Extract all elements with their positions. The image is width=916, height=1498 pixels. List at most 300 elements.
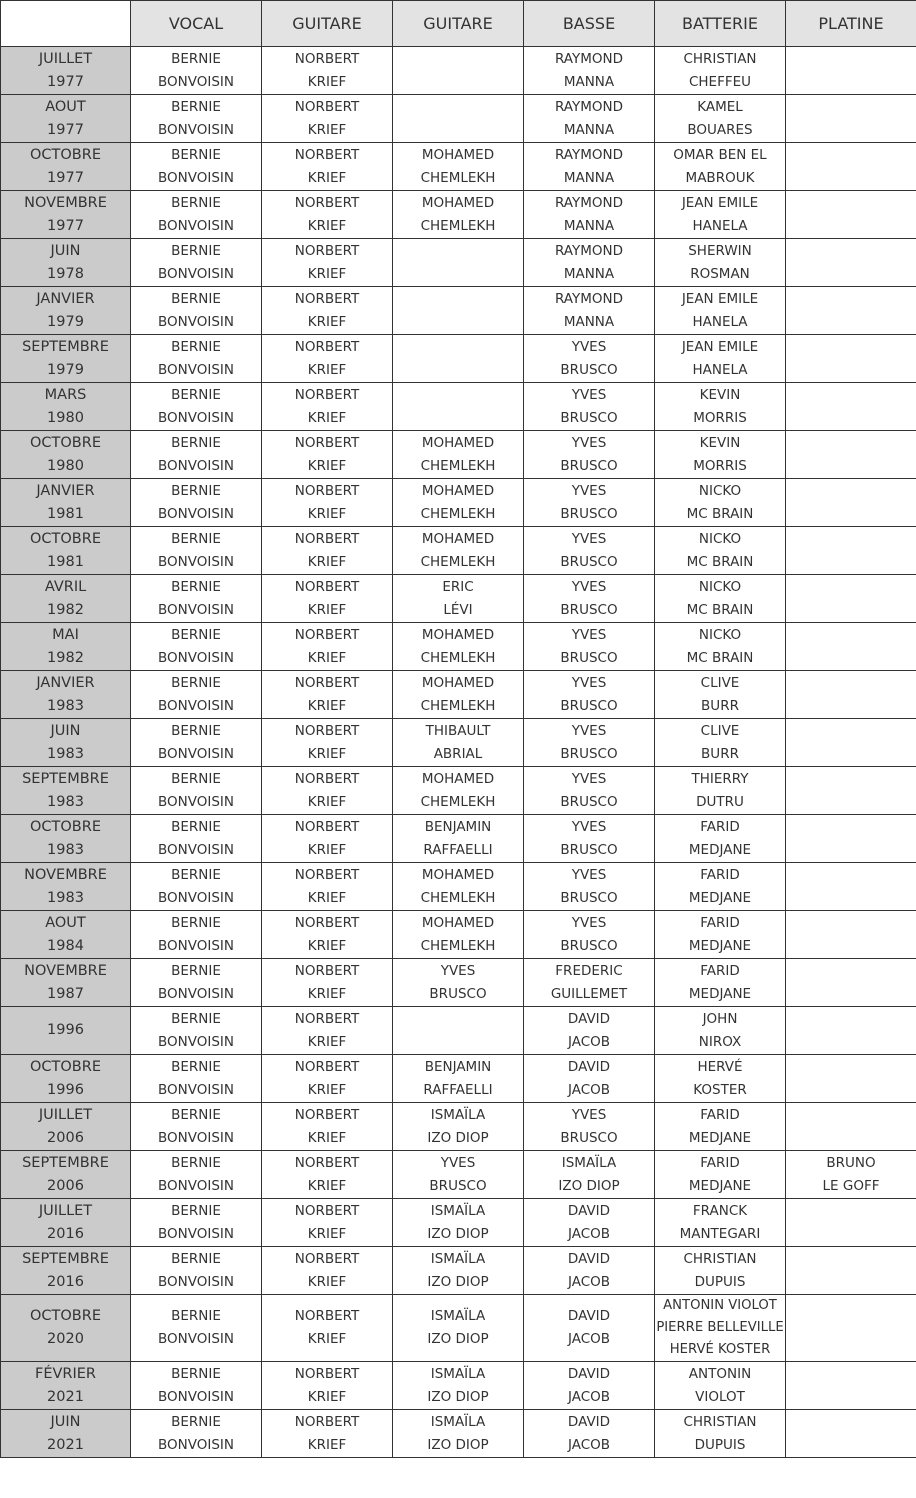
date-line: 1981 (47, 505, 84, 522)
member-name-line: BONVOISIN (157, 1081, 234, 1098)
member-name-line: KRIEF (307, 601, 347, 618)
guitare-2-cell (393, 335, 524, 383)
member-name-line: YVES (571, 338, 607, 355)
guitare-2-cell (393, 959, 524, 1007)
member-name-line: RAFFAELLI (423, 1081, 493, 1098)
date-line: AVRIL (44, 578, 87, 595)
member-name-line: FARID (700, 914, 740, 931)
date-line: 1983 (47, 793, 84, 810)
batterie-cell (655, 383, 786, 431)
table-row (1, 1247, 916, 1295)
basse-cell (524, 1199, 655, 1247)
member-name-line: ISMAÏLA (561, 1154, 617, 1171)
table-row (1, 1007, 916, 1055)
basse-cell (524, 1247, 655, 1295)
member-name-line: MABROUK (685, 169, 755, 186)
date-line: 1980 (47, 457, 84, 474)
date-line: 2021 (47, 1388, 84, 1405)
guitare-1-cell (262, 1007, 393, 1055)
member-name-line: KRIEF (307, 409, 347, 426)
member-name-line: CHEMLEKH (420, 697, 496, 714)
batterie-cell (655, 335, 786, 383)
member-name-line: MANNA (563, 217, 615, 234)
member-name-line: KRIEF (307, 649, 347, 666)
member-name-line: BONVOISIN (157, 1225, 234, 1242)
batterie-cell (655, 1410, 786, 1458)
member-name-line: MOHAMED (421, 914, 495, 931)
member-name-line: KEVIN (699, 386, 741, 403)
member-name-line: KRIEF (307, 793, 347, 810)
basse-cell (524, 383, 655, 431)
batterie-cell (655, 767, 786, 815)
guitare-2-cell (393, 911, 524, 959)
member-name-line: YVES (571, 386, 607, 403)
date-line: 2021 (47, 1436, 84, 1453)
batterie-cell (655, 911, 786, 959)
date-line: JANVIER (36, 674, 95, 691)
member-name-line: ROSMAN (690, 265, 750, 282)
member-name-line: BONVOISIN (157, 649, 234, 666)
member-name-line: IZO DIOP (558, 1177, 620, 1194)
guitare-2-cell (393, 1007, 524, 1055)
basse-cell (524, 575, 655, 623)
guitare-2-cell (393, 191, 524, 239)
member-name-line: BONVOISIN (157, 1177, 234, 1194)
member-name-line: KRIEF (307, 169, 347, 186)
guitare-2-cell (393, 143, 524, 191)
member-name-line: BONVOISIN (157, 169, 234, 186)
member-name-line: FARID (700, 962, 740, 979)
member-name-line: BERNIE (171, 1413, 221, 1430)
member-name-line: BERNIE (171, 146, 221, 163)
platine-cell (786, 1362, 916, 1410)
date-line: JUIN (50, 722, 81, 739)
member-name-line: DAVID (567, 1202, 611, 1219)
member-name-line: NORBERT (294, 1058, 360, 1075)
table-row (1, 575, 916, 623)
date-cell (1, 1362, 131, 1410)
member-name-line: BERNIE (171, 1308, 221, 1324)
member-name-line: DUPUIS (694, 1436, 746, 1453)
member-name-line: KRIEF (307, 841, 347, 858)
table-row (1, 479, 916, 527)
member-name-line: KRIEF (307, 1388, 347, 1405)
member-name-line: OMAR BEN EL (673, 146, 767, 163)
vocal-cell (131, 1295, 262, 1362)
member-name-line: NORBERT (294, 1308, 360, 1324)
table-row (1, 863, 916, 911)
member-name-line: ANTONIN (688, 1365, 752, 1382)
date-line: 1982 (47, 601, 84, 618)
member-name-line: JACOB (567, 1388, 611, 1405)
member-name-line: CHEMLEKH (420, 793, 496, 810)
date-line: NOVEMBRE (24, 866, 107, 883)
member-name-line: BONVOISIN (157, 1033, 234, 1050)
member-name-line: BONVOISIN (157, 1273, 234, 1290)
guitare-2-cell (393, 1103, 524, 1151)
member-name-line: KAMEL (697, 98, 743, 115)
batterie-cell (655, 1055, 786, 1103)
member-name-line: NORBERT (294, 818, 360, 835)
platine-cell (786, 623, 916, 671)
date-line: MARS (44, 386, 87, 403)
vocal-cell (131, 863, 262, 911)
member-name-line: DUTRU (696, 793, 744, 810)
member-name-line: KRIEF (307, 1081, 347, 1098)
date-line: NOVEMBRE (24, 962, 107, 979)
member-name-line: RAYMOND (554, 194, 624, 211)
date-cell (1, 959, 131, 1007)
guitare-2-cell (393, 863, 524, 911)
member-name-line: BONVOISIN (157, 601, 234, 618)
vocal-cell (131, 1362, 262, 1410)
date-line: SEPTEMBRE (22, 770, 109, 787)
table-row (1, 911, 916, 959)
basse-cell (524, 1007, 655, 1055)
basse-cell (524, 815, 655, 863)
member-name-line: DAVID (567, 1010, 611, 1027)
basse-cell (524, 671, 655, 719)
date-line: OCTOBRE (30, 1058, 101, 1075)
member-name-line: BERNIE (171, 1250, 221, 1267)
guitare-1-cell (262, 1362, 393, 1410)
member-name-line: KRIEF (307, 361, 347, 378)
member-name-line: NORBERT (294, 626, 360, 643)
member-name-line: KRIEF (307, 265, 347, 282)
member-name-line: KOSTER (693, 1081, 747, 1098)
date-cell (1, 191, 131, 239)
vocal-cell (131, 1055, 262, 1103)
member-name-line: DAVID (567, 1308, 611, 1324)
member-name-line: NORBERT (294, 578, 360, 595)
vocal-cell (131, 959, 262, 1007)
basse-cell (524, 959, 655, 1007)
member-name-line: JACOB (567, 1225, 611, 1242)
member-name-line: DAVID (567, 1058, 611, 1075)
lineup-body (1, 47, 916, 1458)
guitare-2-cell (393, 719, 524, 767)
date-line: 1977 (47, 73, 84, 90)
batterie-cell (655, 623, 786, 671)
member-name-line: KRIEF (307, 457, 347, 474)
member-name-line: ISMAÏLA (430, 1250, 486, 1267)
member-name-line: NORBERT (294, 1250, 360, 1267)
vocal-cell (131, 1410, 262, 1458)
basse-cell (524, 479, 655, 527)
member-name-line: KRIEF (307, 217, 347, 234)
date-line: 1977 (47, 217, 84, 234)
guitare-1-cell (262, 1055, 393, 1103)
batterie-cell (655, 431, 786, 479)
member-name-line: SHERWIN (688, 242, 752, 259)
vocal-cell (131, 671, 262, 719)
batterie-cell (655, 1199, 786, 1247)
member-name-line: NORBERT (294, 962, 360, 979)
header-platine: PLATINE (786, 1, 916, 47)
member-name-line: BRUSCO (560, 553, 618, 570)
vocal-cell (131, 143, 262, 191)
member-name-line: BERNIE (171, 242, 221, 259)
guitare-1-cell (262, 623, 393, 671)
date-line: SEPTEMBRE (22, 1154, 109, 1171)
member-name-line: RAYMOND (554, 242, 624, 259)
member-name-line: BERNIE (171, 962, 221, 979)
basse-cell (524, 143, 655, 191)
member-name-line: BRUSCO (560, 745, 618, 762)
table-row (1, 1151, 916, 1199)
table-row (1, 335, 916, 383)
member-name-line: NORBERT (294, 194, 360, 211)
member-name-line: BERNIE (171, 194, 221, 211)
member-name-line: RAFFAELLI (423, 841, 493, 858)
member-name-line: NICKO (698, 578, 742, 595)
date-line: 1983 (47, 889, 84, 906)
member-name-line: BONVOISIN (157, 217, 234, 234)
date-cell (1, 479, 131, 527)
date-line: 1978 (47, 265, 84, 282)
member-name-line: NORBERT (294, 722, 360, 739)
member-name-line: BRUSCO (560, 937, 618, 954)
member-name-line: MOHAMED (421, 194, 495, 211)
date-line: 1987 (47, 985, 84, 1002)
batterie-cell (655, 959, 786, 1007)
member-name-line: NICKO (698, 626, 742, 643)
date-line: 1996 (47, 1081, 84, 1098)
table-row (1, 1295, 916, 1362)
date-line: OCTOBRE (30, 146, 101, 163)
basse-cell (524, 335, 655, 383)
date-cell (1, 671, 131, 719)
member-name-line: BONVOISIN (157, 361, 234, 378)
member-name-line: YVES (571, 434, 607, 451)
member-name-line: BERNIE (171, 50, 221, 67)
member-name-line: GUILLEMET (550, 985, 628, 1002)
guitare-1-cell (262, 383, 393, 431)
date-line: MAI (52, 626, 79, 643)
member-name-line: BERNIE (171, 674, 221, 691)
member-name-line: BRUSCO (560, 649, 618, 666)
date-line: JUIN (50, 1413, 81, 1430)
member-name-line: MANTEGARI (679, 1225, 761, 1242)
platine-cell (786, 1103, 916, 1151)
member-name-line: CLIVE (700, 674, 740, 691)
date-cell (1, 287, 131, 335)
platine-cell (786, 767, 916, 815)
platine-cell (786, 1295, 916, 1362)
platine-cell (786, 287, 916, 335)
member-name-line: BONVOISIN (157, 1129, 234, 1146)
member-name-line: BERNIE (171, 722, 221, 739)
date-cell (1, 1295, 131, 1362)
member-name-line: FARID (700, 1106, 740, 1123)
member-name-line: NORBERT (294, 1010, 360, 1027)
date-line: JUILLET (38, 50, 93, 67)
vocal-cell (131, 767, 262, 815)
date-line: OCTOBRE (30, 1308, 101, 1324)
member-name-line: THIERRY (691, 770, 749, 787)
platine-cell (786, 143, 916, 191)
basse-cell (524, 527, 655, 575)
date-cell (1, 95, 131, 143)
date-line: 1983 (47, 841, 84, 858)
table-row (1, 143, 916, 191)
member-name-line: RAYMOND (554, 50, 624, 67)
member-name-line: CHEMLEKH (420, 457, 496, 474)
member-name-line: BRUSCO (560, 409, 618, 426)
member-name-line: NORBERT (294, 434, 360, 451)
table-row (1, 527, 916, 575)
member-name-line: JEAN EMILE (681, 290, 759, 307)
member-name-line: DAVID (567, 1250, 611, 1267)
batterie-cell (655, 95, 786, 143)
vocal-cell (131, 191, 262, 239)
member-name-line: YVES (440, 1154, 476, 1171)
platine-cell (786, 191, 916, 239)
date-cell (1, 47, 131, 95)
date-line: 1983 (47, 697, 84, 714)
guitare-2-cell (393, 383, 524, 431)
basse-cell (524, 1410, 655, 1458)
guitare-1-cell (262, 1247, 393, 1295)
member-name-line: CHEFFEU (688, 73, 752, 90)
member-name-line: BERNIE (171, 1202, 221, 1219)
vocal-cell (131, 575, 262, 623)
member-name-line: NORBERT (294, 290, 360, 307)
date-cell (1, 431, 131, 479)
member-name-line: BERNIE (171, 482, 221, 499)
date-line: OCTOBRE (30, 434, 101, 451)
guitare-1-cell (262, 1151, 393, 1199)
guitare-2-cell (393, 1295, 524, 1362)
member-name-line: NORBERT (294, 1106, 360, 1123)
date-cell (1, 911, 131, 959)
member-name-line: CHEMLEKH (420, 649, 496, 666)
table-row (1, 95, 916, 143)
header-vocal: VOCAL (131, 1, 262, 47)
guitare-2-cell (393, 287, 524, 335)
table-row (1, 239, 916, 287)
table-row (1, 719, 916, 767)
vocal-cell (131, 287, 262, 335)
date-line: JANVIER (36, 290, 95, 307)
member-name-line: ABRIAL (433, 745, 483, 762)
date-cell (1, 239, 131, 287)
date-line: 1982 (47, 649, 84, 666)
member-name-line: BONVOISIN (157, 73, 234, 90)
member-name-line: JACOB (567, 1273, 611, 1290)
member-name-line: BENJAMIN (424, 1058, 492, 1075)
header-guitare-1: GUITARE (262, 1, 393, 47)
date-line: JUILLET (38, 1106, 93, 1123)
vocal-cell (131, 47, 262, 95)
vocal-cell (131, 479, 262, 527)
member-name-line: PIERRE BELLEVILLE (656, 1320, 784, 1335)
batterie-cell (655, 1247, 786, 1295)
batterie-cell (655, 719, 786, 767)
member-name-line: BERNIE (171, 578, 221, 595)
member-name-line: MOHAMED (421, 434, 495, 451)
header-corner (1, 1, 131, 47)
table-row (1, 431, 916, 479)
member-name-line: YVES (571, 914, 607, 931)
member-name-line: NICKO (698, 530, 742, 547)
vocal-cell (131, 815, 262, 863)
header-row (1, 1, 916, 47)
platine-cell (786, 1055, 916, 1103)
member-name-line: BERNIE (171, 530, 221, 547)
date-line: 2016 (47, 1273, 84, 1290)
member-name-line: BRUSCO (560, 1129, 618, 1146)
member-name-line: BERNIE (171, 626, 221, 643)
batterie-cell (655, 479, 786, 527)
platine-cell (786, 431, 916, 479)
member-name-line: MOHAMED (421, 626, 495, 643)
member-name-line: BERNIE (171, 1010, 221, 1027)
member-name-line: BRUSCO (560, 601, 618, 618)
vocal-cell (131, 239, 262, 287)
guitare-1-cell (262, 1410, 393, 1458)
platine-cell (786, 863, 916, 911)
member-name-line: MANNA (563, 169, 615, 186)
guitare-2-cell (393, 767, 524, 815)
member-name-line: MEDJANE (688, 937, 752, 954)
member-name-line: BONVOISIN (157, 121, 234, 138)
member-name-line: BONVOISIN (157, 1331, 234, 1347)
member-name-line: RAYMOND (554, 290, 624, 307)
member-name-line: KRIEF (307, 313, 347, 330)
member-name-line: BONVOISIN (157, 1388, 234, 1405)
guitare-1-cell (262, 431, 393, 479)
guitare-1-cell (262, 239, 393, 287)
member-name-line: BERNIE (171, 338, 221, 355)
date-cell (1, 1103, 131, 1151)
member-name-line: MANNA (563, 73, 615, 90)
guitare-2-cell (393, 47, 524, 95)
member-name-line: ANTONIN VIOLOT (663, 1298, 777, 1313)
guitare-1-cell (262, 95, 393, 143)
platine-cell (786, 815, 916, 863)
member-name-line: ISMAÏLA (430, 1413, 486, 1430)
member-name-line: DAVID (567, 1413, 611, 1430)
member-name-line: YVES (571, 626, 607, 643)
member-name-line: BONVOISIN (157, 457, 234, 474)
date-line: AOUT (45, 914, 86, 931)
batterie-cell (655, 287, 786, 335)
guitare-1-cell (262, 287, 393, 335)
member-name-line: KRIEF (307, 1225, 347, 1242)
member-name-line: MC BRAIN (686, 505, 754, 522)
date-line: JANVIER (36, 482, 95, 499)
member-name-line: BONVOISIN (157, 793, 234, 810)
member-name-line: YVES (571, 674, 607, 691)
member-name-line: ISMAÏLA (430, 1308, 486, 1324)
table-row (1, 47, 916, 95)
basse-cell (524, 287, 655, 335)
member-name-line: MOHAMED (421, 770, 495, 787)
date-cell (1, 143, 131, 191)
member-name-line: NORBERT (294, 242, 360, 259)
guitare-2-cell (393, 1055, 524, 1103)
member-name-line: BONVOISIN (157, 409, 234, 426)
batterie-cell (655, 1362, 786, 1410)
member-name-line: CHEMLEKH (420, 505, 496, 522)
date-cell (1, 767, 131, 815)
member-name-line: IZO DIOP (427, 1331, 489, 1347)
member-name-line: BERNIE (171, 1106, 221, 1123)
date-line: 2006 (47, 1177, 84, 1194)
date-cell (1, 1007, 131, 1055)
member-name-line: NORBERT (294, 386, 360, 403)
